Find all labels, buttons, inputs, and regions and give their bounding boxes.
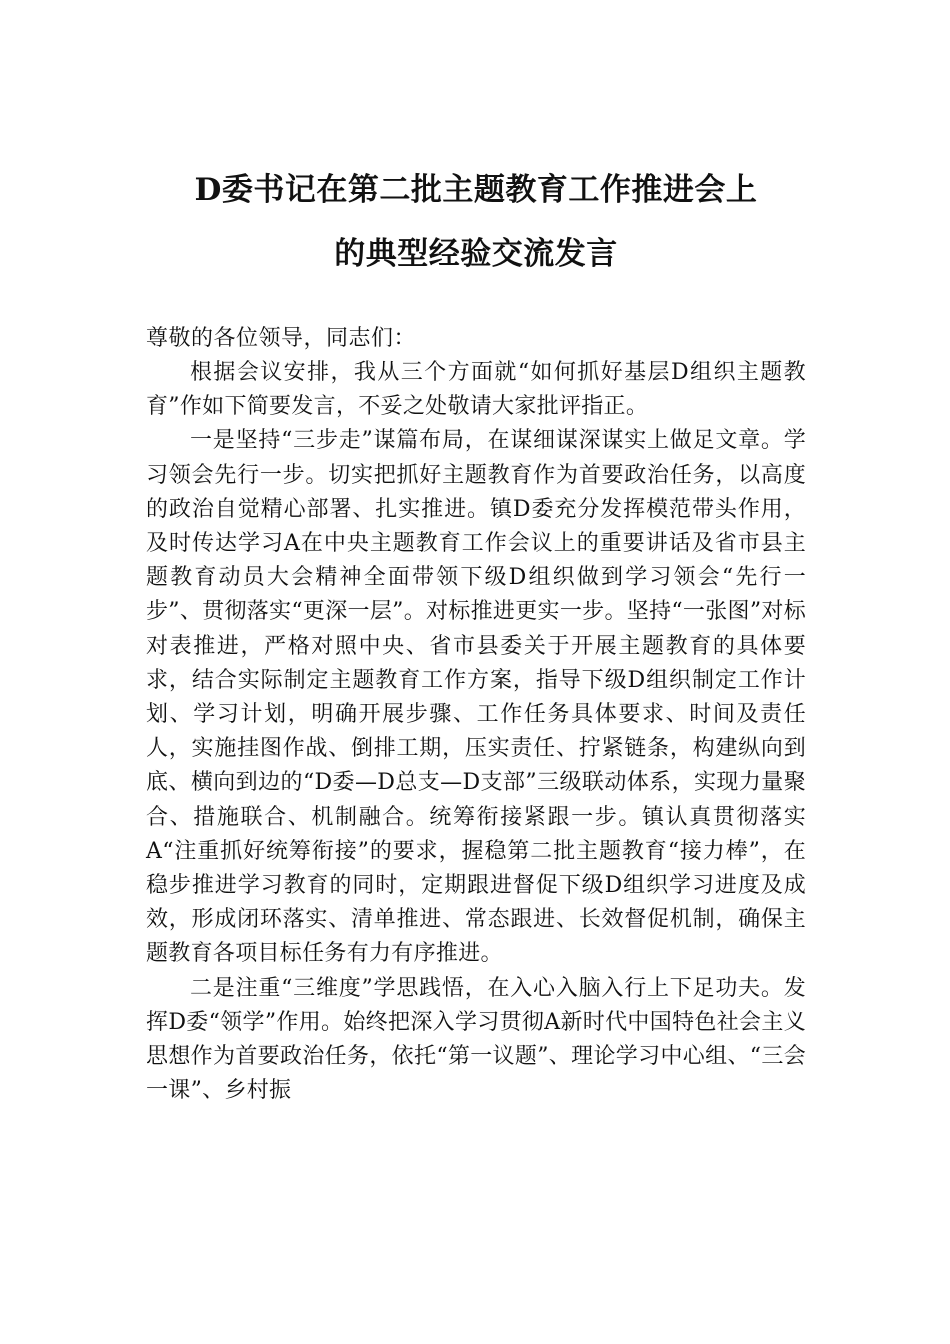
paragraph-intro: 根据会议安排，我从三个方面就“如何抓好基层D组织主题教育”作如下简要发言，不妥之处敬请大家批评指正。 <box>146 360 806 420</box>
paragraph-point-one: 一是坚持“三步走”谋篇布局，在谋细谋深谋实上做足文章。学习领会先行一步。切实把抓好主题教育作为首要政治任务，以高度的政治自觉精心部署、扎实推进。镇D委充分发挥模范带头作用，及时传达学习A在中央主题教育工作会议上的重要讲话及省市县主题教育动员大会精神全面带领下级D组织做到学习领会“先行一步”、贯彻落实“更深一层”。对标推进更实一步。坚持“一张图”对标对表推进，严格对照中央、省市县委关于开展主题教育的具体要求，结合实际制定主题教育工作方案，指导下级D组织制定工作计划、学习计划，明确开展步骤、工作任务具体要求、时间及责任人，实施挂图作战、倒排工期，压实责任、拧紧链条，构建纵向到底、横向到边的“D委—D总支—D支部”三级联动体系，实现力量聚合、措施联合、机制融合。统筹衔接紧跟一步。镇认真贯彻落实A“注重抓好统筹衔接”的要求，握稳第二批主题教育“接力棒”，在稳步推进学习教育的同时，定期跟进督促下级D组织学习进度及成效，形成闭环落实、清单推进、常态跟进、长效督促机制，确保主题教育各项目标任务有力有序推进。 <box>146 428 806 967</box>
document-title <box>146 158 806 286</box>
document-page <box>146 158 806 1108</box>
paragraph-point-two: 二是注重“三维度”学思践悟，在入心入脑入行上下足功夫。发挥D委“领学”作用。始终把深入学习贯彻A新时代中国特色社会主义思想作为首要政治任务，依托“第一议题”、理论学习中心组、“三会一课”、乡村振 <box>146 975 806 1104</box>
title-line-1: D委书记在第二批主题教育工作推进会上 <box>194 172 758 208</box>
title-line-2: 的典型经验交流发言 <box>334 236 618 272</box>
greeting: 尊敬的各位领导，同志们： <box>146 326 417 351</box>
